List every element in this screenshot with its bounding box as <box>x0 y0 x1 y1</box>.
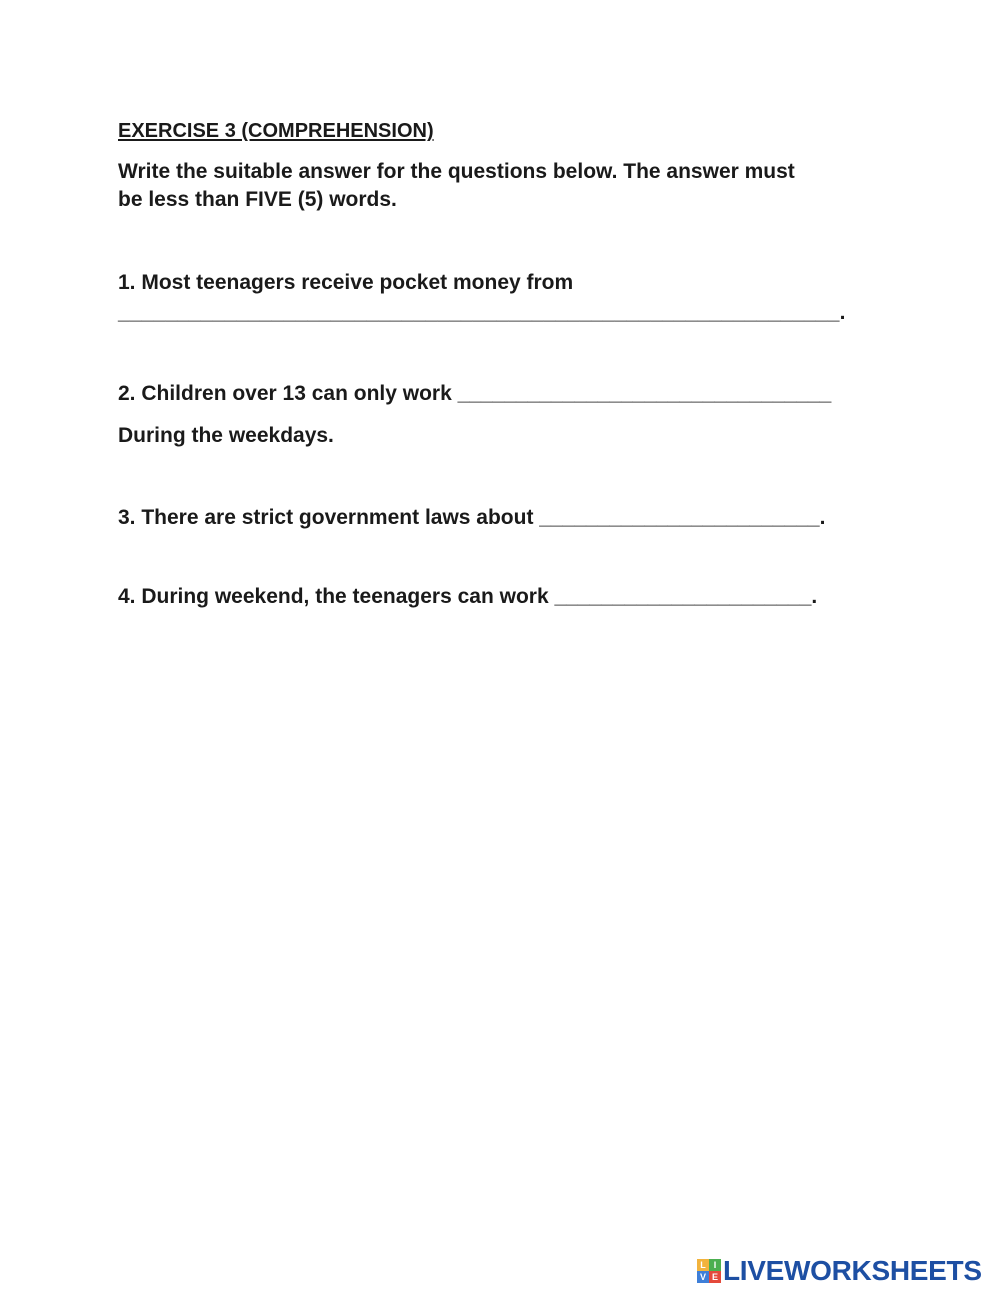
logo-mark-letter: E <box>709 1271 721 1283</box>
instructions-line-2: be less than FIVE (5) words. <box>118 188 397 211</box>
logo-mark-letter: I <box>709 1259 721 1271</box>
question-4-text[interactable]: 4. During weekend, the teenagers can work ______________________. <box>118 585 818 608</box>
logo-mark-letter: L <box>697 1259 709 1271</box>
liveworksheets-logo-icon <box>697 1259 721 1283</box>
question-1-text: 1. Most teenagers receive pocket money from <box>118 271 574 294</box>
question-2-text[interactable]: 2. Children over 13 can only work ________________________________ <box>118 382 832 405</box>
question-3-text[interactable]: 3. There are strict government laws about ________________________. <box>118 506 826 529</box>
question-2-continuation: During the weekdays. <box>118 424 334 447</box>
logo-mark-letter: V <box>697 1271 709 1283</box>
exercise-title: EXERCISE 3 (COMPREHENSION) <box>118 120 434 142</box>
question-1-answer-blank[interactable]: _____________________________________________________________. <box>118 301 846 324</box>
liveworksheets-logo-text: LIVEWORKSHEETS <box>723 1255 982 1286</box>
instructions-line-1: Write the suitable answer for the questions below. The answer must <box>118 160 795 183</box>
liveworksheets-logo <box>697 1256 982 1286</box>
